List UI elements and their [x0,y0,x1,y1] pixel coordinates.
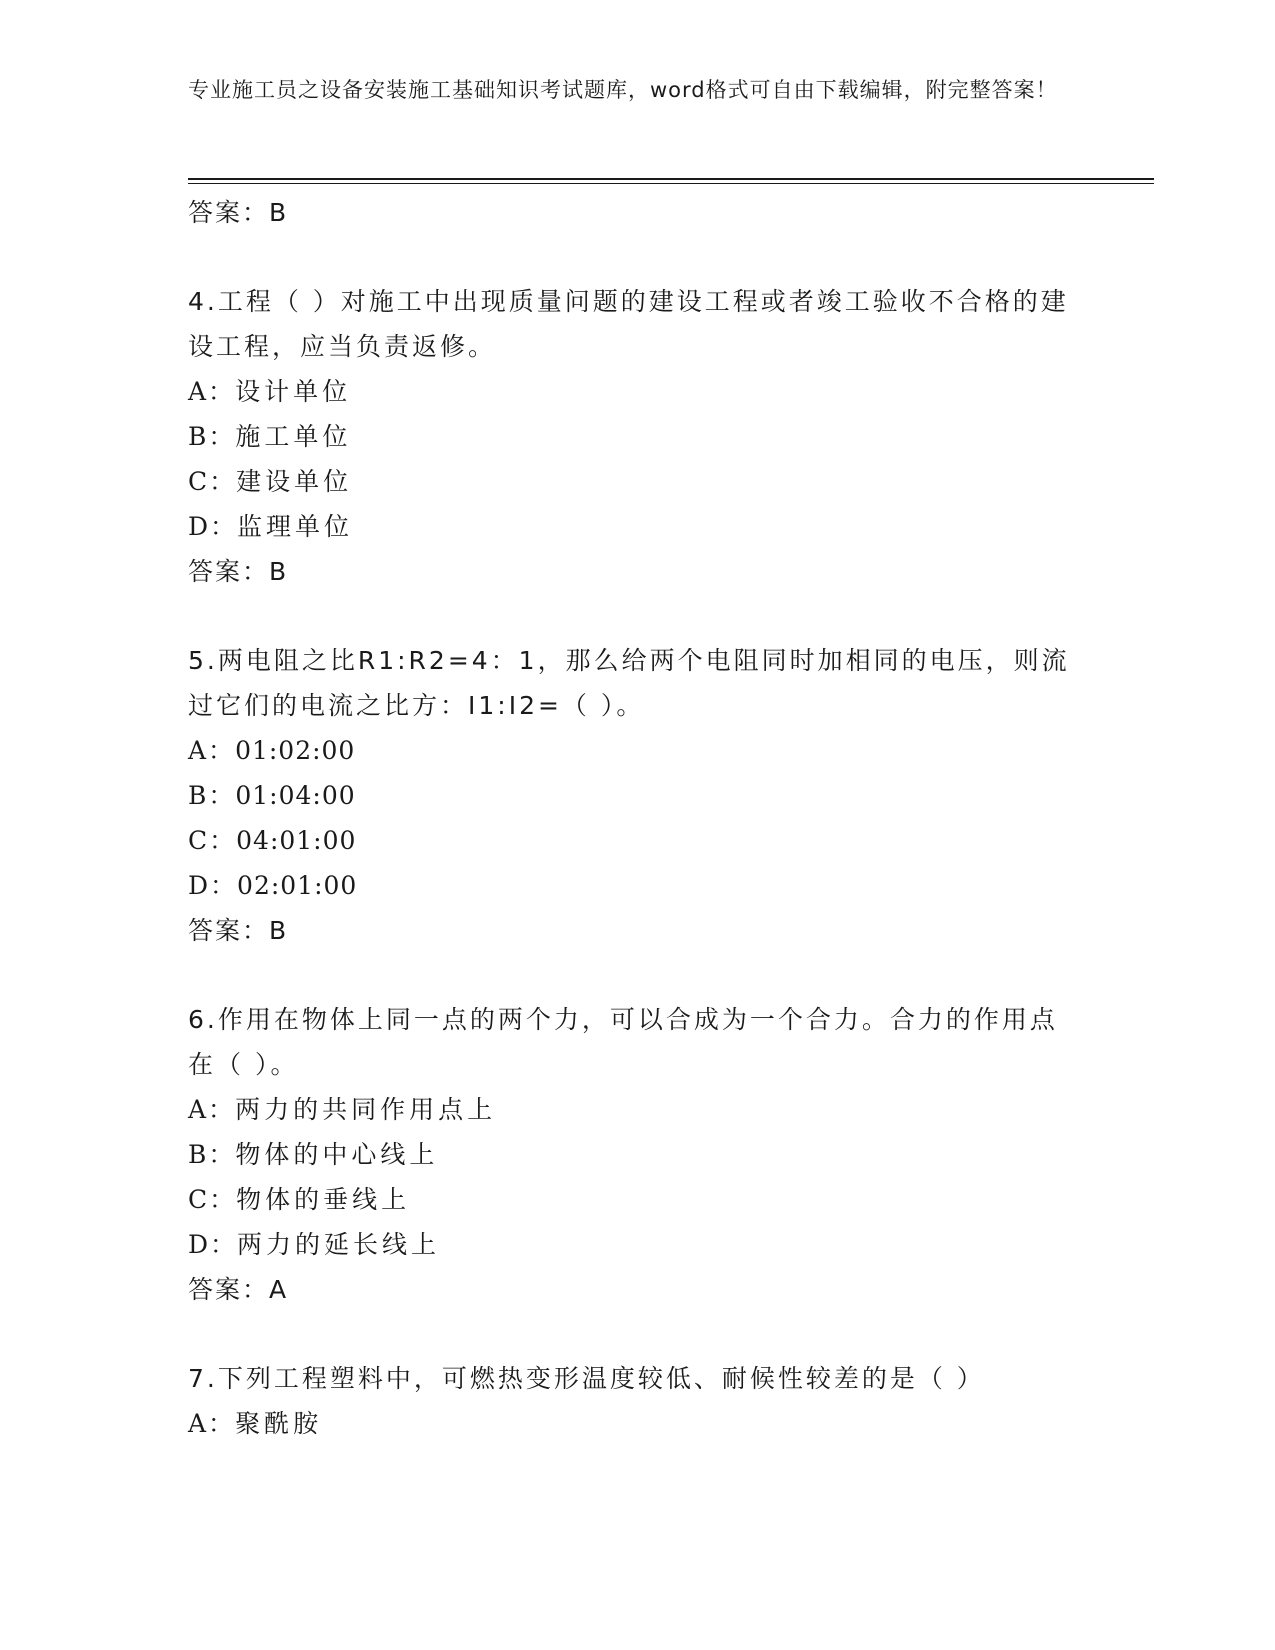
option-letter: C： [188,1185,237,1214]
spacer [188,953,1088,997]
option-letter: D： [188,871,238,900]
question-block [188,1356,1088,1446]
question-stem: 6.作用在物体上同一点的两个力，可以合成为一个合力。合力的作用点在（ ）。 [188,1005,1058,1079]
question-list [188,190,1088,1446]
previous-answer: 答案：B [188,198,289,227]
option-text: 04:01:00 [236,826,357,855]
question-block [188,997,1088,1312]
option-letter: A： [188,377,236,406]
question-answer: 答案：B [188,916,289,945]
answer-option [188,773,1088,818]
question-block [188,638,1088,953]
question-stem: 4.工程（ ）对施工中出现质量问题的建设工程或者竣工验收不合格的建设工程，应当负责返修。 [188,287,1069,361]
option-text: 物体的垂线上 [236,1185,411,1214]
option-letter: B： [188,781,236,810]
answer-option [188,1132,1088,1177]
option-letter: D： [188,512,238,541]
option-letter: C： [188,467,237,496]
answer-option [188,414,1088,459]
option-text: 两力的延长线上 [237,1230,441,1259]
option-text: 建设单位 [236,467,353,496]
header-rule-thin [188,183,1154,184]
option-text: 01:02:00 [235,736,356,765]
option-text: 两力的共同作用点上 [235,1095,497,1124]
option-text: 监理单位 [237,512,354,541]
question-stem: 7.下列工程塑料中，可燃热变形温度较低、耐候性较差的是（ ） [188,1364,985,1393]
answer-option [188,863,1088,908]
answer-option [188,369,1088,414]
option-text: 02:01:00 [237,871,358,900]
answer-option [188,504,1088,549]
answer-option [188,728,1088,773]
answer-option [188,1222,1088,1267]
option-letter: A： [188,1409,236,1438]
question-block [188,279,1088,594]
spacer [188,594,1088,638]
option-text: 施工单位 [235,422,352,451]
answer-option [188,1087,1088,1132]
spacer [188,235,1088,279]
question-answer: 答案：A [188,1275,289,1304]
option-letter: B： [188,422,236,451]
answer-option [188,1401,1088,1446]
document-header: 专业施工员之设备安装施工基础知识考试题库，word格式可自由下载编辑，附完整答案！ [188,78,1058,102]
option-letter: C： [188,826,237,855]
option-text: 设计单位 [235,377,352,406]
option-letter: B： [188,1140,236,1169]
option-letter: D： [188,1230,238,1259]
option-text: 聚酰胺 [235,1409,323,1438]
answer-option [188,1177,1088,1222]
spacer [188,1312,1088,1356]
option-text: 物体的中心线上 [235,1140,439,1169]
option-letter: A： [188,736,236,765]
option-text: 01:04:00 [235,781,356,810]
question-stem: 5.两电阻之比R1:R2=4：1，那么给两个电阻同时加相同的电压，则流过它们的电流之比方：I1:I2=（ ）。 [188,646,1070,720]
answer-option [188,459,1088,504]
option-letter: A： [188,1095,236,1124]
question-answer: 答案：B [188,557,289,586]
answer-option [188,818,1088,863]
header-rule-thick [188,178,1154,180]
